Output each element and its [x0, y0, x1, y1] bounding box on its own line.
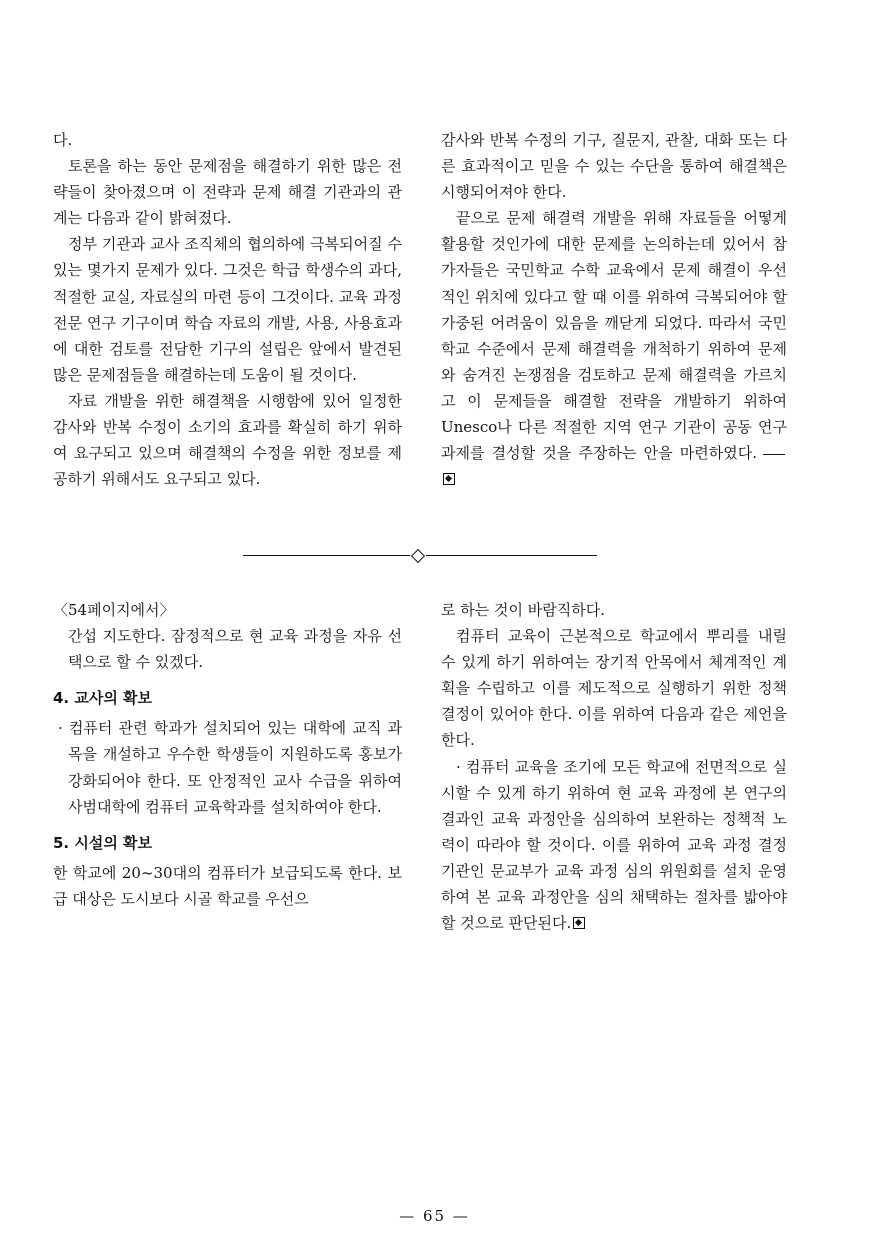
top-left-column — [53, 127, 402, 492]
paragraph: 간섭 지도한다. 잠정적으로 현 교육 과정을 자유 선택으로 할 수 있겠다. — [68, 627, 402, 672]
end-of-article-icon — [443, 473, 455, 485]
top-right-column — [441, 127, 787, 492]
section-divider — [243, 549, 597, 563]
paragraph: 끝으로 문제 해결력 개발을 위해 자료들을 어떻게 활용할 것인가에 대한 문제를 논의하는데 있어서 참가자들은 국민학교 수학 교육에서 문제 해결이 우선적인 위치에 있다고 할 때 이를 위하여 극복되어야 할 가중된 어려움이 있음을 깨닫게 되었다. 따라서 국민학교 수준에서 문제 해결력을 개척하기 위하여 문제와 숨겨진 논쟁점을 검토하고 문제 해결력을 가르치고 이 문제들을 해결할 전략을 개발하기 위하여 Unesco나 다른 적절한 지역 연구 기관이 공동 연구 과제를 결성할 것을 주장하는 안을 마련하였다. — [441, 205, 787, 492]
section-heading: 4. 교사의 확보 — [53, 689, 153, 708]
paragraph: 한 학교에 20~30대의 컴퓨터가 보급되도록 한다. 보급 대상은 도시보다 시골 학교를 우선으 — [53, 863, 402, 908]
paragraph: 로 하는 것이 바람직하다. — [441, 601, 605, 619]
paragraph: · 컴퓨터 교육을 조기에 모든 학교에 전면적으로 실시할 수 있게 하기 위하여 현 교육 과정에 본 연구의 결과인 교육 과정안을 심의하여 보완하는 정책적 노력이 따라야 할 것이다. 이를 위하여 교육 과정 결정 기관인 문교부가 교육 과정 심의 위원회를 설치 운영하여 본 교육 과정안을 심의 채택하는 절차를 밟아야 할 것으로 판단된다. — [441, 757, 787, 933]
paragraph: 〈54페이지에서〉 — [53, 601, 175, 619]
end-dash — [763, 454, 785, 455]
section-heading: 5. 시설의 확보 — [53, 833, 153, 852]
diamond-ornament-icon — [411, 549, 425, 563]
paragraph: 다. — [53, 131, 73, 149]
bottom-left-column — [53, 597, 402, 912]
paragraph: 컴퓨터 교육이 근본적으로 학교에서 뿌리를 내릴 수 있게 하기 위하여는 장기적 안목에서 체계적인 계획을 수립하고 이를 제도적으로 실행하기 위한 정책 결정이 있어야 한다. 이를 위하여 다음과 같은 제언을 한다. — [441, 627, 787, 750]
end-of-article-icon — [573, 917, 585, 929]
paragraph: 토론을 하는 동안 문제점을 해결하기 위한 많은 전략들이 찾아졌으며 이 전략과 문제 해결 기관과의 관계는 다음과 같이 밝혀졌다. — [53, 157, 402, 228]
bottom-right-column — [441, 597, 787, 936]
paragraph: 감사와 반복 수정의 기구, 질문지, 관찰, 대화 또는 다른 효과적이고 믿을 수 있는 수단을 통하여 해결책은 시행되어져야 한다. — [441, 131, 787, 202]
page-number: — 65 — — [399, 1207, 470, 1225]
paragraph: 정부 기관과 교사 조직체의 협의하에 극복되어질 수 있는 몇가지 문제가 있다. 그것은 학급 학생수의 과다, 적절한 교실, 자료실의 마련 등이 그것이다. 교육 과정 전문 연구 기구이며 학습 자료의 개발, 사용, 사용효과에 대한 검토를 전담한 기구의 설립은 앞에서 발견된 많은 문제점들을 해결하는데 도움이 될 것이다. — [53, 235, 402, 384]
paragraph: 자료 개발을 위한 해결책을 시행함에 있어 일정한 감사와 반복 수정이 소기의 효과를 확실히 하기 위하여 요구되고 있으며 해결책의 수정을 위한 정보를 제공하기 위해서도 요구되고 있다. — [53, 391, 402, 489]
paragraph: · 컴퓨터 관련 학과가 설치되어 있는 대학에 교직 과목을 개설하고 우수한 학생들이 지원하도록 홍보가 강화되어야 한다. 또 안정적인 교사 수급을 위하여 사범대학에 컴퓨터 교육학과를 설치하여야 한다. — [58, 719, 402, 816]
